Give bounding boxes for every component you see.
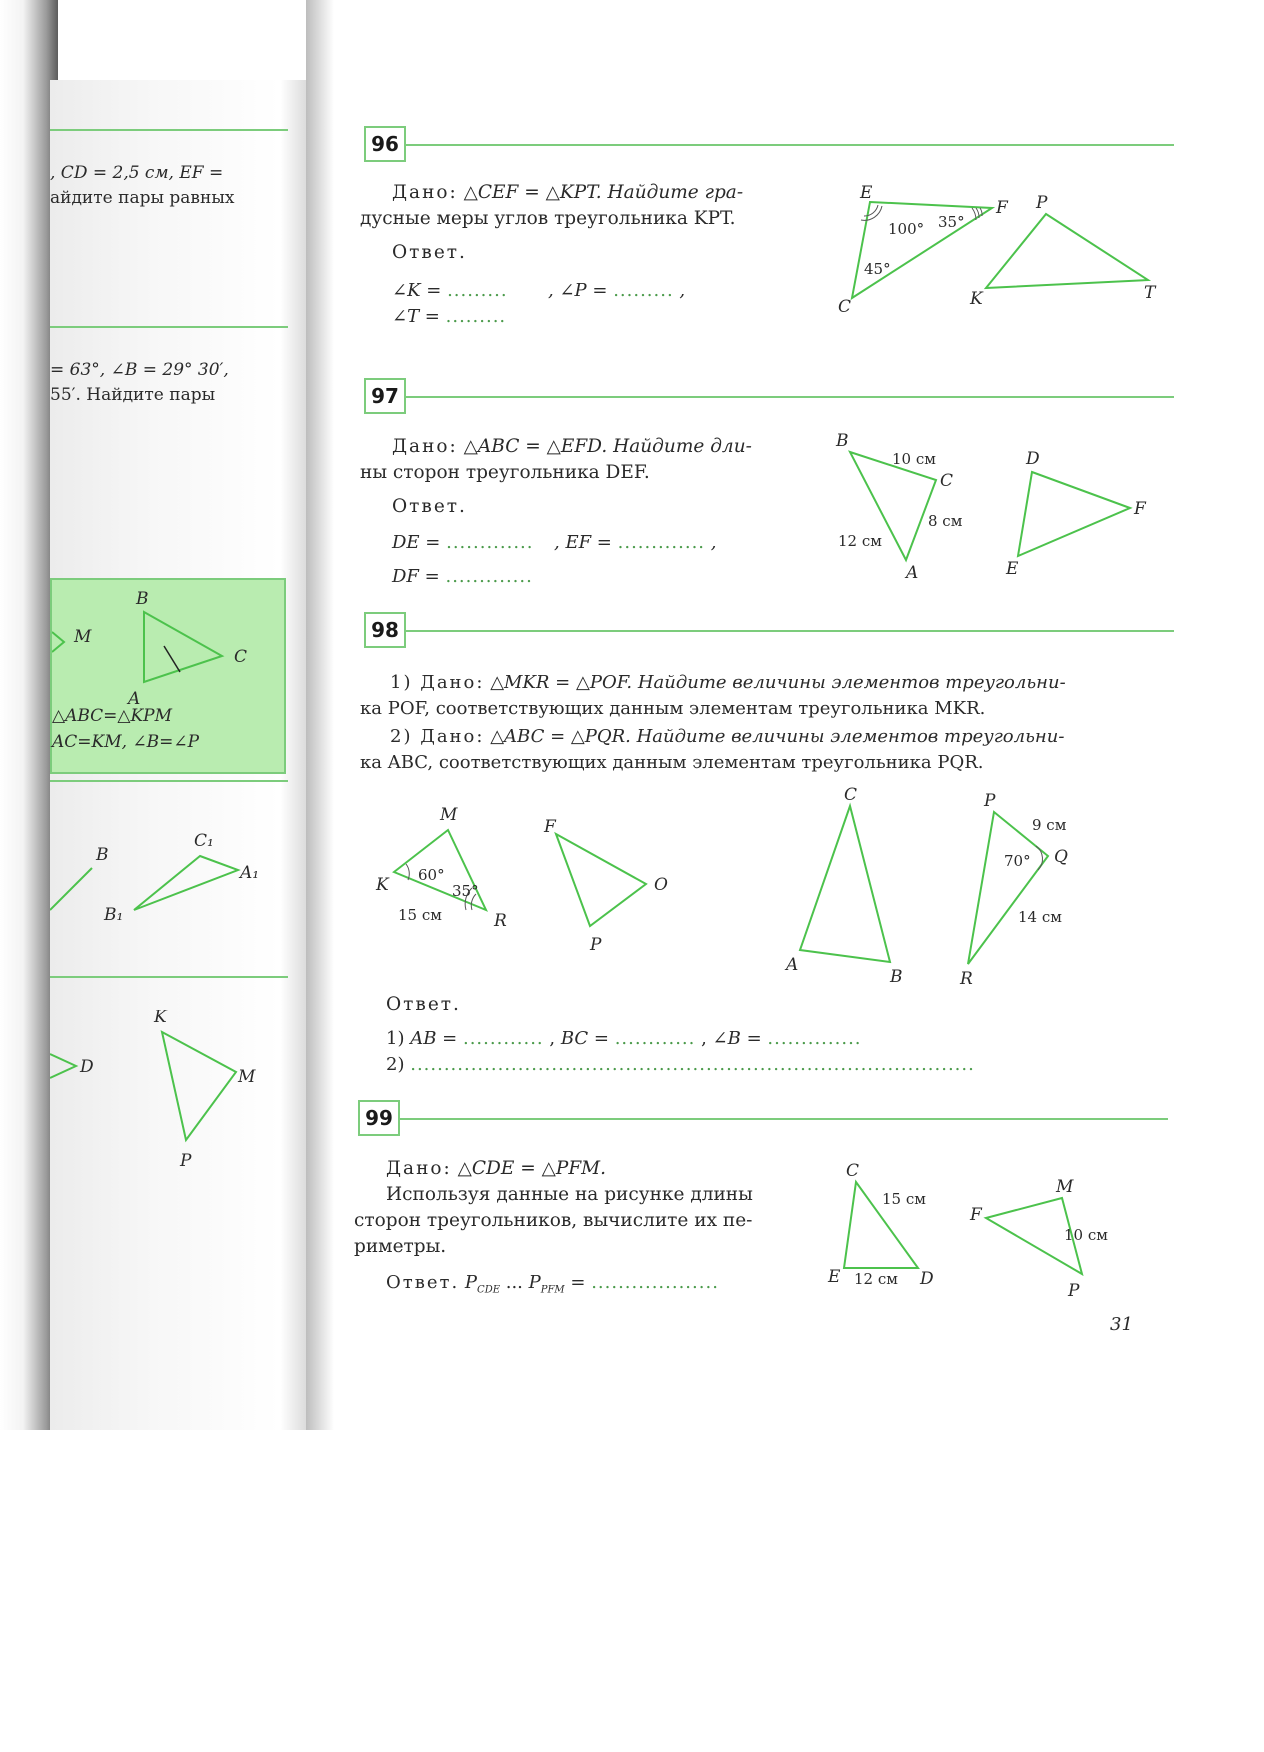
task-98-part2-2: ка ABC, соответствующих данным элементам треугольника PQR. [360, 752, 984, 773]
label-b: B [890, 967, 903, 987]
answer-side-ef: , EF = ............. , [554, 532, 717, 553]
answer-angle-p: , ∠P = ......... , [548, 280, 686, 301]
label-m: M [74, 627, 92, 647]
label-p: P [1068, 1281, 1080, 1301]
label-r: R [494, 911, 507, 931]
answer-angle-t: ∠T = ......... [392, 306, 507, 327]
answer-blank[interactable]: ................... [591, 1272, 719, 1293]
task-98-header [364, 612, 1174, 648]
triangle-efd [1018, 472, 1130, 556]
task-97-condition: Дано: △ABC = △EFD. Найдите дли- [392, 436, 752, 457]
hint-box [50, 578, 286, 774]
task-99-text-3: риметры. [354, 1236, 447, 1257]
task-96-condition: Дано: △CEF = △KPT. Найдите гра- [392, 182, 744, 203]
side-kr: 15 см [398, 906, 442, 924]
left-figure-1 [50, 810, 306, 950]
right-page [330, 0, 1264, 1752]
left-text-fragment: 55′. Найдите пары [50, 385, 216, 405]
label-f: F [544, 817, 556, 837]
angle-r-value: 35° [452, 882, 479, 900]
task-98-part1-2: ка POF, соответствующих данным элементам треугольника MKR. [360, 698, 986, 719]
answer-part-2: 2) .................................................................................... [386, 1054, 975, 1075]
triangle-kpm-fragment [52, 632, 64, 652]
task-97-condition-2: ны сторон треугольника DEF. [360, 462, 650, 483]
answer-label: Ответ. [392, 242, 467, 263]
label-d: D [1026, 449, 1040, 469]
side-mp: 10 см [1064, 1226, 1108, 1244]
triangle-fragment [50, 1054, 76, 1078]
label-b: B [836, 431, 849, 451]
task-99-text-2: сторон треугольников, вычислите их пе- [354, 1210, 753, 1231]
side-qr: 14 см [1018, 908, 1062, 926]
answer-label: Ответ. [392, 496, 467, 517]
page-number: 31 [1110, 1314, 1133, 1335]
angle-k-value: 60° [418, 866, 445, 884]
label-o: O [654, 875, 668, 895]
label-k: K [970, 289, 983, 309]
triangle-abc-fragment [50, 868, 92, 910]
label-k: K [154, 1010, 167, 1027]
triangle-a1b1c1 [134, 856, 238, 910]
angle-arc-e [864, 205, 878, 216]
side-cd: 15 см [882, 1190, 926, 1208]
task-98-part2: 2) Дано: △ABC = △PQR. Найдите величины элементов треугольни- [390, 726, 1065, 747]
label-a1: A₁ [240, 863, 260, 883]
label-c: C [838, 297, 852, 317]
task-rule [404, 144, 1174, 146]
task-number: 98 [364, 612, 406, 648]
label-c: C [234, 647, 248, 667]
label-k: K [376, 875, 389, 895]
task-99-text-1: Используя данные на рисунке длины [386, 1184, 753, 1205]
triangle-kmp [162, 1032, 236, 1140]
label-m: M [238, 1067, 256, 1087]
answer-blank[interactable]: ......... [447, 280, 508, 301]
task-98-part1: 1) Дано: △MKR = △POF. Найдите величины элементов треугольни- [390, 672, 1066, 693]
task-99-given: Дано: △CDE = △PFM. [386, 1158, 606, 1179]
answer-blank[interactable]: ......... [613, 280, 674, 301]
answer-angle-k: ∠K = ......... [392, 280, 508, 301]
task-rule [398, 1118, 1168, 1120]
label-f: F [970, 1205, 982, 1225]
angle-q-value: 70° [1004, 852, 1031, 870]
triangle-cef [852, 202, 992, 298]
triangle-abc [144, 612, 222, 682]
triangle-kpt [986, 214, 1148, 288]
left-figure-2 [50, 1010, 306, 1180]
label-b: B [136, 589, 149, 609]
left-text-fragment: , CD = 2,5 см, EF = [50, 163, 224, 183]
label-a: A [786, 955, 799, 975]
label-p: P [590, 935, 602, 955]
angle-f-value: 35° [938, 213, 965, 231]
task-rule [404, 396, 1174, 398]
label-c1: C₁ [194, 831, 214, 851]
label-c: C [844, 785, 858, 805]
task-number: 97 [364, 378, 406, 414]
label-c: C [846, 1161, 860, 1181]
answer-blank[interactable]: ............. [617, 532, 706, 553]
answer-blank[interactable]: ............. [445, 566, 533, 587]
label-t: T [1144, 283, 1156, 303]
answer-blank[interactable]: ............ [462, 1028, 544, 1049]
label-b1: B₁ [104, 905, 124, 925]
task-98-figures [360, 785, 1120, 1000]
task-96-condition-2: дусные меры углов треугольника KPT. [360, 208, 736, 229]
answer-blank[interactable]: ............. [446, 532, 534, 553]
angle-mark [164, 646, 180, 672]
triangle-pqr [968, 812, 1048, 964]
answer-part-1: 1) AB = ............ , BC = ............ , ∠B = .............. [386, 1028, 862, 1049]
label-e: E [860, 183, 873, 203]
side-ed: 12 см [854, 1270, 898, 1288]
label-f: F [996, 198, 1008, 218]
answer-side-de: DE = ............. [392, 532, 534, 553]
label-f: F [1134, 499, 1146, 519]
side-bc: 10 см [892, 450, 936, 468]
left-page [50, 80, 306, 1430]
label-d: D [920, 1269, 934, 1289]
section-rule [50, 780, 288, 782]
label-e: E [828, 1267, 841, 1287]
triangle-fop [556, 834, 646, 926]
task-96-header [364, 126, 1174, 162]
label-p: P [180, 1151, 192, 1171]
task-97-figure [830, 432, 1150, 582]
side-ca: 8 см [928, 512, 963, 530]
left-text-fragment: = 63°, ∠B = 29° 30′, [50, 360, 229, 380]
label-p: P [984, 791, 996, 811]
side-pq: 9 см [1032, 816, 1067, 834]
label-r: R [960, 969, 973, 989]
label-p: P [1036, 193, 1048, 213]
hint-line-1: △ABC=△KPM [52, 706, 173, 726]
side-ab: 12 см [838, 532, 882, 550]
answer-blank[interactable]: .................................................................................... [410, 1054, 975, 1075]
answer-blank[interactable]: ......... [445, 306, 507, 327]
triangle-abc [800, 806, 890, 962]
label-c: C [940, 471, 954, 491]
label-a: A [906, 563, 919, 583]
label-q: Q [1054, 847, 1068, 867]
left-text-fragment: айдите пары равных [50, 188, 235, 208]
label-b: B [96, 845, 109, 865]
answer-side-df: DF = ............. [392, 566, 533, 587]
label-e: E [1006, 559, 1019, 579]
answer-blank[interactable]: .............. [767, 1028, 862, 1049]
section-rule [50, 129, 288, 131]
task-99-answer: Ответ. $P_{CDE}$ ... $P_{PFM}$ = ................... [386, 1272, 719, 1296]
section-rule [50, 326, 288, 328]
hint-line-2: AC=KM, ∠B=∠P [52, 732, 200, 752]
task-96-figure [830, 178, 1156, 328]
label-d: D [80, 1057, 94, 1077]
angle-e-value: 100° [888, 220, 925, 238]
section-rule [50, 976, 288, 978]
label-m: M [1056, 1177, 1074, 1197]
angle-c-value: 45° [864, 260, 891, 278]
label-a: A [128, 689, 141, 709]
task-number: 96 [364, 126, 406, 162]
answer-label: Ответ. [386, 994, 461, 1015]
task-99-figure [820, 1160, 1150, 1310]
label-m: M [440, 805, 458, 825]
task-rule [404, 630, 1174, 632]
angle-arc-e [861, 206, 882, 220]
task-99-header [358, 1100, 1168, 1136]
task-97-header [364, 378, 1174, 414]
answer-blank[interactable]: ............ [614, 1028, 696, 1049]
task-number: 99 [358, 1100, 400, 1136]
